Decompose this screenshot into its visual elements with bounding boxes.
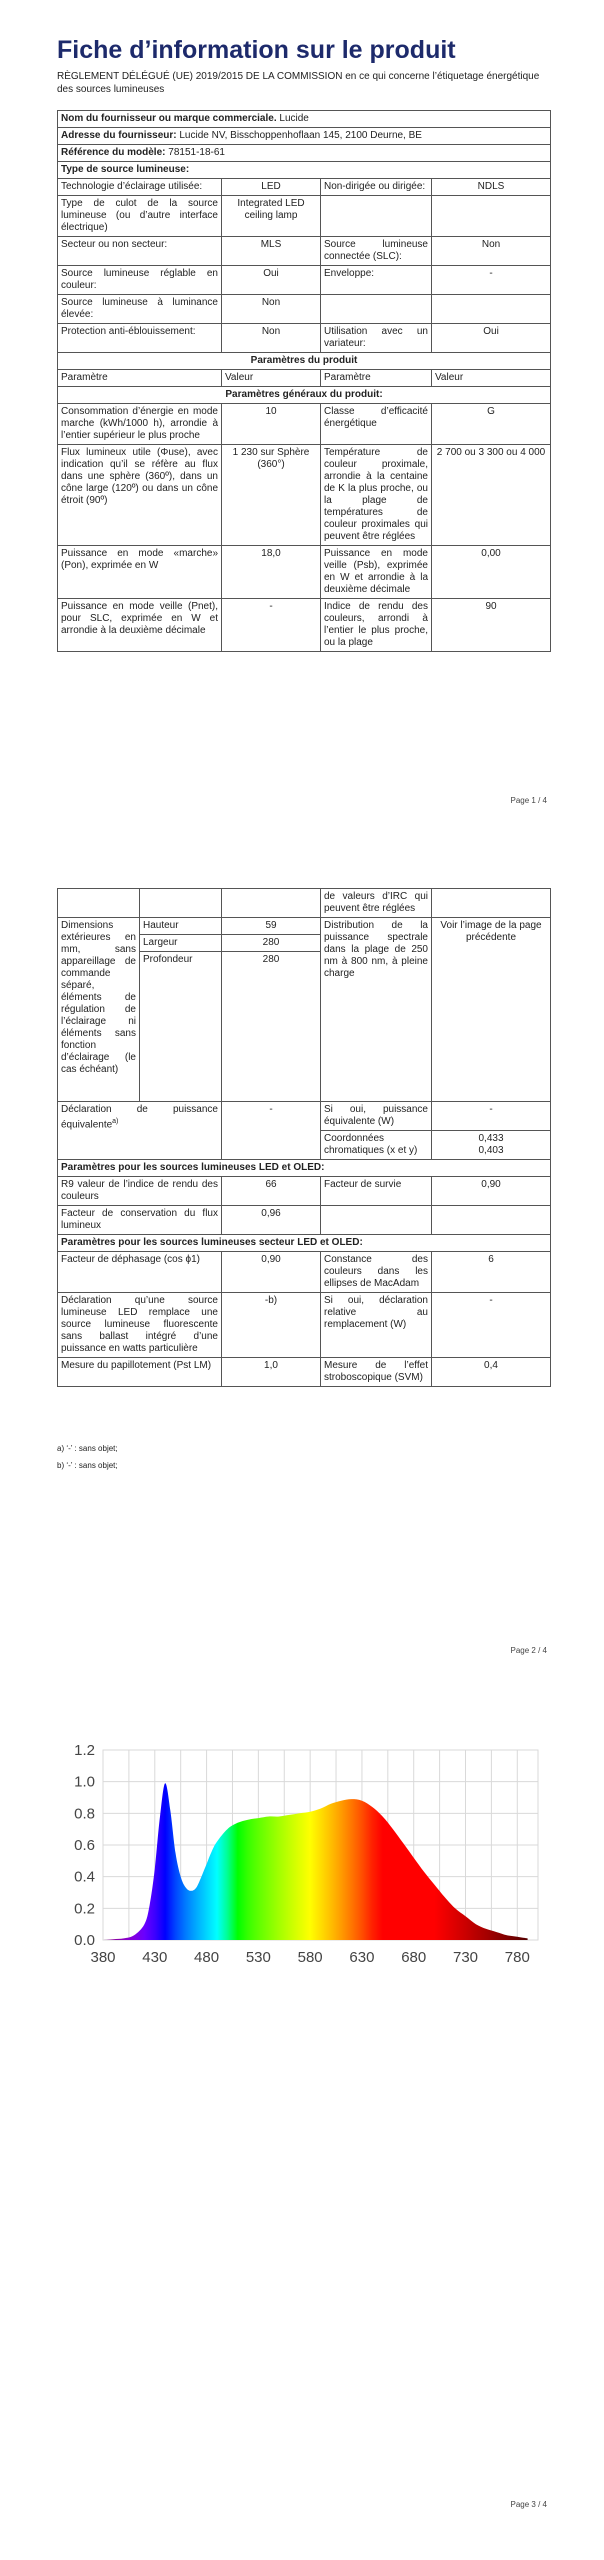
equivalent-power-row <box>58 1102 551 1131</box>
led-params-heading: Paramètres pour les sources lumineuses LED et OLED: <box>58 1160 551 1177</box>
param-value: 66 <box>222 1177 321 1206</box>
table-row <box>58 324 551 353</box>
param-value: - <box>432 1293 551 1358</box>
param-value: Non <box>432 237 551 266</box>
param-label: Protection anti-éblouissement: <box>58 324 222 353</box>
page-number: Page 3 / 4 <box>510 2500 547 2509</box>
param-value: 0,90 <box>222 1252 321 1293</box>
supplier-value: Lucide <box>279 113 309 124</box>
table-row <box>58 1177 551 1206</box>
param-label: Température de couleur proximale, arrondie à la centaine de K la plus proche, ou la plage de températures de couleur proximales qui peuvent être réglées <box>321 445 432 546</box>
param-label: Source lumineuse à luminance élevée: <box>58 295 222 324</box>
param-value: 90 <box>432 599 551 652</box>
y-tick-label: 0.0 <box>74 1932 95 1949</box>
param-label: Mesure du papillotement (Pst LM) <box>58 1358 222 1387</box>
spectral-distribution-value: Voir l’image de la page précédente <box>432 918 551 1102</box>
param-value: Non <box>222 295 321 324</box>
param-label: Classe d’efficacité énergétique <box>321 404 432 445</box>
param-label: Utilisation avec un variateur: <box>321 324 432 353</box>
y-tick-label: 0.8 <box>74 1805 95 1823</box>
table-row <box>58 404 551 445</box>
param-value: MLS <box>222 237 321 266</box>
param-label: Flux lumineux utile (Φuse), avec indication qu’il se réfère au flux dans une sphère (360º), dans un cône large (120º) ou dans un cône étroit (90º) <box>58 445 222 546</box>
param-value: LED <box>222 179 321 196</box>
address-value: Lucide NV, Bisschoppenhoflaan 145, 2100 Deurne, BE <box>179 130 422 141</box>
address-label: Adresse du fournisseur: <box>61 130 177 141</box>
x-tick-label: 430 <box>142 1949 168 1966</box>
page-title: Fiche d’information sur le produit <box>57 36 456 64</box>
chromaticity-label: Coordonnées chromatiques (x et y) <box>321 1131 432 1160</box>
table-row <box>58 1358 551 1387</box>
x-tick-label: 480 <box>194 1949 220 1966</box>
param-label: Facteur de survie <box>321 1177 432 1206</box>
param-value: -b) <box>222 1293 321 1358</box>
product-params-heading: Paramètres du produit <box>58 353 551 370</box>
param-label <box>321 1206 432 1235</box>
dimension-label: Largeur <box>140 935 222 952</box>
param-label <box>321 295 432 324</box>
table-row <box>58 237 551 266</box>
param-value: 0,90 <box>432 1177 551 1206</box>
table-row <box>58 1293 551 1358</box>
param-label: Déclaration qu’une source lumineuse LED remplace une source lumineuse fluorescente sans ballast intégré d’une puissance en watts particulière <box>58 1293 222 1358</box>
param-label: Facteur de déphasage (cos ϕ1) <box>58 1252 222 1293</box>
x-tick-label: 780 <box>504 1949 530 1966</box>
x-tick-label: 380 <box>90 1949 116 1966</box>
spectral-distribution-label: Distribution de la puissance spectrale dans la plage de 250 nm à 800 nm, à pleine charge <box>321 918 432 1102</box>
dimensions-row <box>58 918 551 935</box>
page-number: Page 1 / 4 <box>510 796 547 805</box>
x-tick-label: 730 <box>452 1949 479 1966</box>
param-value <box>432 295 551 324</box>
param-value: Oui <box>432 324 551 353</box>
table-row <box>58 1252 551 1293</box>
x-tick-label: 630 <box>349 1949 375 1966</box>
equivalent-power-label: Déclaration de puissance équivalente$^{a)}$ <box>58 1102 222 1160</box>
y-tick-label: 0.2 <box>74 1900 95 1918</box>
param-label: Non-dirigée ou dirigée: <box>321 179 432 196</box>
dimension-value: 280 <box>222 952 321 1102</box>
param-label: Mesure de l’effet stroboscopique (SVM) <box>321 1358 432 1387</box>
general-params-heading-row <box>58 387 551 404</box>
table-row <box>58 445 551 546</box>
model-label: Référence du modèle: <box>61 147 166 158</box>
table-row <box>58 266 551 295</box>
param-label: Si oui, puissance équivalente (W) <box>321 1102 432 1131</box>
model-value: 78151-18-61 <box>168 147 225 158</box>
mains-params-heading: Paramètres pour les sources lumineuses secteur LED et OLED: <box>58 1235 551 1252</box>
dimension-value: 59 <box>222 918 321 935</box>
equivalent-power-value: - <box>222 1102 321 1160</box>
param-value: - <box>222 599 321 652</box>
param-value: 18,0 <box>222 546 321 599</box>
x-tick-label: 580 <box>297 1949 323 1966</box>
product-info-table-page2 <box>57 888 551 1387</box>
table-row <box>58 179 551 196</box>
footnote-a: a) ‘-’ : sans objet; <box>57 1444 118 1453</box>
column-header-row <box>58 370 551 387</box>
table-row <box>58 295 551 324</box>
param-label: Constance des couleurs dans les ellipses de MacAdam <box>321 1252 432 1293</box>
model-row <box>58 145 551 162</box>
y-tick-label: 0.6 <box>74 1837 95 1854</box>
param-value: - <box>432 1102 551 1131</box>
x-tick-label: 680 <box>401 1949 427 1966</box>
param-label: Type de culot de la source lumineuse (ou d’autre interface électrique) <box>58 196 222 237</box>
param-label <box>321 196 432 237</box>
param-value: Integrated LED ceiling lamp <box>222 196 321 237</box>
column-header: Paramètre <box>58 370 222 387</box>
dimensions-label: Dimensions extérieures en mm, sans appareillage de commande séparé, éléments de régulation de l’éclairage ni éléments sans fonction d’éclairage (le cas échéant) <box>58 918 140 1102</box>
continuation-row <box>58 889 551 918</box>
table-row <box>58 1206 551 1235</box>
param-label: Si oui, déclaration relative au remplacement (W) <box>321 1293 432 1358</box>
param-value: 1,0 <box>222 1358 321 1387</box>
y-tick-label: 0.4 <box>74 1868 95 1886</box>
general-params-heading: Paramètres généraux du produit: <box>58 387 551 404</box>
param-value <box>432 1206 551 1235</box>
param-label: Secteur ou non secteur: <box>58 237 222 266</box>
light-source-type-heading-row <box>58 162 551 179</box>
column-header: Valeur <box>432 370 551 387</box>
light-source-type-heading: Type de source lumineuse: <box>58 162 551 179</box>
spectral-distribution-chart <box>48 1740 548 1980</box>
column-header: Valeur <box>222 370 321 387</box>
param-label: Source lumineuse connectée (SLC): <box>321 237 432 266</box>
page-number: Page 2 / 4 <box>510 1646 547 1655</box>
product-params-heading-row <box>58 353 551 370</box>
column-header: Paramètre <box>321 370 432 387</box>
param-value: 10 <box>222 404 321 445</box>
param-value: 2 700 ou 3 300 ou 4 000 <box>432 445 551 546</box>
param-value: - <box>432 266 551 295</box>
param-value: 0,96 <box>222 1206 321 1235</box>
chromaticity-value: 0,433 0,403 <box>432 1131 551 1160</box>
spectrum-area <box>103 1783 528 1940</box>
y-axis-ticks <box>74 1742 95 1949</box>
param-label: Consommation d’énergie en mode marche (kWh/1000 h), arrondie à l’entier supérieur le plus proche <box>58 404 222 445</box>
param-value <box>432 196 551 237</box>
param-value: 0,00 <box>432 546 551 599</box>
param-value: Non <box>222 324 321 353</box>
param-label: Indice de rendu des couleurs, arrondi à l’entier le plus proche, ou la plage <box>321 599 432 652</box>
regulation-subtitle: RÈGLEMENT DÉLÉGUÉ (UE) 2019/2015 DE LA COMMISSION en ce qui concerne l’étiquetage énergétique des sources lumineuses <box>57 71 540 95</box>
y-tick-label: 1.0 <box>74 1773 95 1791</box>
led-params-heading-row <box>58 1160 551 1177</box>
param-label: Puissance en mode veille (Psb), exprimée en W et arrondie à la deuxième décimale <box>321 546 432 599</box>
table-row <box>58 196 551 237</box>
table-row <box>58 546 551 599</box>
param-value: 1 230 sur Sphère (360°) <box>222 445 321 546</box>
footnote-b: b) ‘-’ : sans objet; <box>57 1461 118 1470</box>
dimension-value: 280 <box>222 935 321 952</box>
supplier-label: Nom du fournisseur ou marque commerciale. <box>61 113 277 124</box>
param-label: Puissance en mode «marche» (Pon), exprimée en W <box>58 546 222 599</box>
param-label: de valeurs d’IRC qui peuvent être réglées <box>321 889 432 918</box>
param-value: 6 <box>432 1252 551 1293</box>
param-value: Oui <box>222 266 321 295</box>
table-row <box>58 599 551 652</box>
param-label: Enveloppe: <box>321 266 432 295</box>
param-label: Source lumineuse réglable en couleur: <box>58 266 222 295</box>
mains-params-heading-row <box>58 1235 551 1252</box>
param-value: NDLS <box>432 179 551 196</box>
product-info-table-page1 <box>57 110 551 652</box>
param-label: Facteur de conservation du flux lumineux <box>58 1206 222 1235</box>
x-tick-label: 530 <box>245 1949 271 1966</box>
param-label: R9 valeur de l’indice de rendu des couleurs <box>58 1177 222 1206</box>
y-tick-label: 1.2 <box>74 1742 95 1759</box>
param-label: Puissance en mode veille (Pnet), pour SLC, exprimée en W et arrondie à la deuxième décimale <box>58 599 222 652</box>
supplier-row <box>58 111 551 128</box>
param-label: Technologie d’éclairage utilisée: <box>58 179 222 196</box>
param-value: 0,4 <box>432 1358 551 1387</box>
param-value: G <box>432 404 551 445</box>
footnotes <box>57 1440 118 1474</box>
address-row <box>58 128 551 145</box>
x-axis-ticks <box>90 1949 529 1966</box>
dimension-label: Hauteur <box>140 918 222 935</box>
dimension-label: Profondeur <box>140 952 222 1102</box>
